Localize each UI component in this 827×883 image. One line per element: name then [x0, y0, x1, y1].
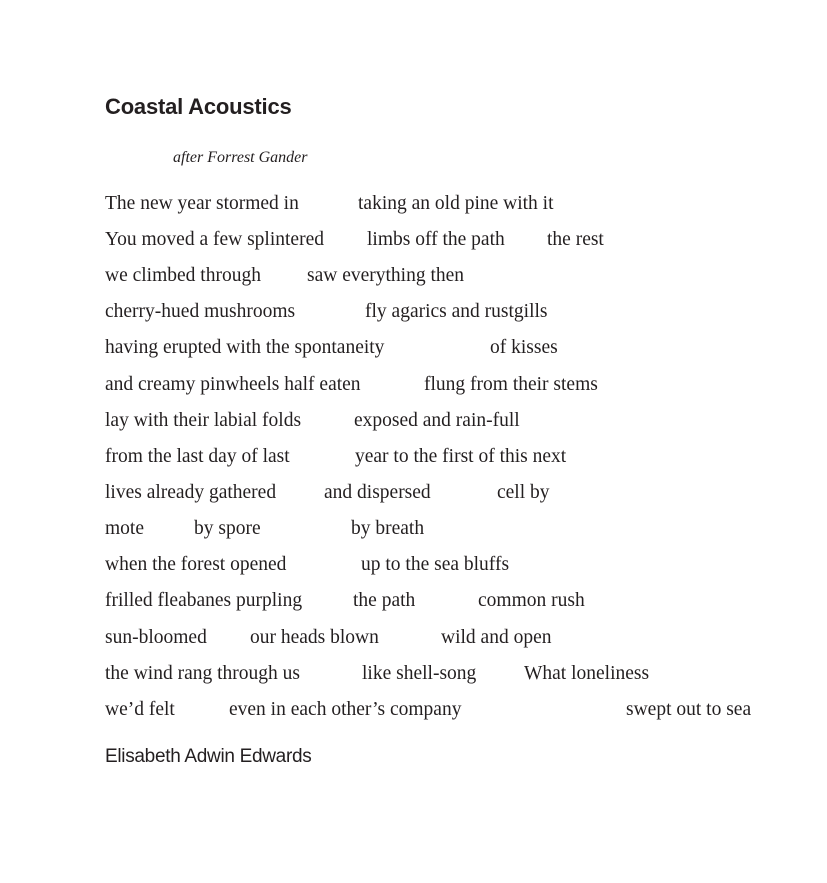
line-segment: lay with their labial folds: [105, 410, 302, 431]
line-segment: cell by: [497, 482, 550, 503]
line-segment: frilled fleabanes purpling: [105, 590, 303, 611]
line-segment: The new year stormed in: [105, 193, 299, 214]
poem-line: [0, 225, 827, 255]
line-segment: lives already gathered: [105, 482, 277, 503]
line-segment: even in each other’s company: [229, 699, 462, 720]
line-segment: sun-bloomed: [105, 627, 207, 648]
line-segment: the path: [353, 590, 416, 611]
line-segment: mote: [105, 518, 144, 539]
line-segment: What loneliness: [524, 663, 650, 684]
poem-line: [0, 442, 827, 472]
line-segment: from the last day of last: [105, 446, 290, 467]
line-segment: limbs off the path: [367, 229, 505, 250]
poem-title: Coastal Acoustics: [105, 94, 292, 119]
line-segment: cherry-hued mushrooms: [105, 301, 296, 322]
line-segment: wild and open: [441, 627, 552, 648]
line-segment: taking an old pine with it: [358, 193, 554, 214]
line-segment: swept out to sea: [626, 699, 752, 720]
poem-line: [0, 586, 827, 616]
line-segment: of kisses: [490, 337, 558, 358]
poem-line: [0, 406, 827, 436]
line-segment: when the forest opened: [105, 554, 287, 575]
poem-line: [0, 189, 827, 219]
poem-line: [0, 333, 827, 363]
line-segment: year to the first of this next: [355, 446, 567, 467]
author-name: Elisabeth Adwin Edwards: [105, 746, 312, 767]
line-segment: like shell-song: [362, 663, 477, 684]
poem-line: [0, 370, 827, 400]
line-segment: and dispersed: [324, 482, 431, 503]
line-segment: exposed and rain-full: [354, 410, 520, 431]
line-segment: by spore: [194, 518, 261, 539]
poem-line: [0, 659, 827, 689]
line-segment: we’d felt: [105, 699, 175, 720]
poem-line: [0, 261, 827, 291]
poem-line: [0, 550, 827, 580]
line-segment: flung from their stems: [424, 374, 598, 395]
poem-line: [0, 623, 827, 653]
line-segment: saw everything then: [307, 265, 465, 286]
line-segment: the rest: [547, 229, 604, 250]
line-segment: up to the sea bluffs: [361, 554, 510, 575]
line-segment: the wind rang through us: [105, 663, 300, 684]
line-segment: common rush: [478, 590, 585, 611]
poem-line: [0, 478, 827, 508]
line-segment: and creamy pinwheels half eaten: [105, 374, 361, 395]
poem-line: [0, 695, 827, 725]
epigraph: after Forrest Gander: [173, 149, 308, 166]
line-segment: having erupted with the spontaneity: [105, 337, 385, 358]
line-segment: our heads blown: [250, 627, 379, 648]
poem-line: [0, 297, 827, 327]
line-segment: we climbed through: [105, 265, 261, 286]
line-segment: by breath: [351, 518, 425, 539]
poem-line: [0, 514, 827, 544]
line-segment: You moved a few splintered: [105, 229, 324, 250]
line-segment: fly agarics and rustgills: [365, 301, 548, 322]
